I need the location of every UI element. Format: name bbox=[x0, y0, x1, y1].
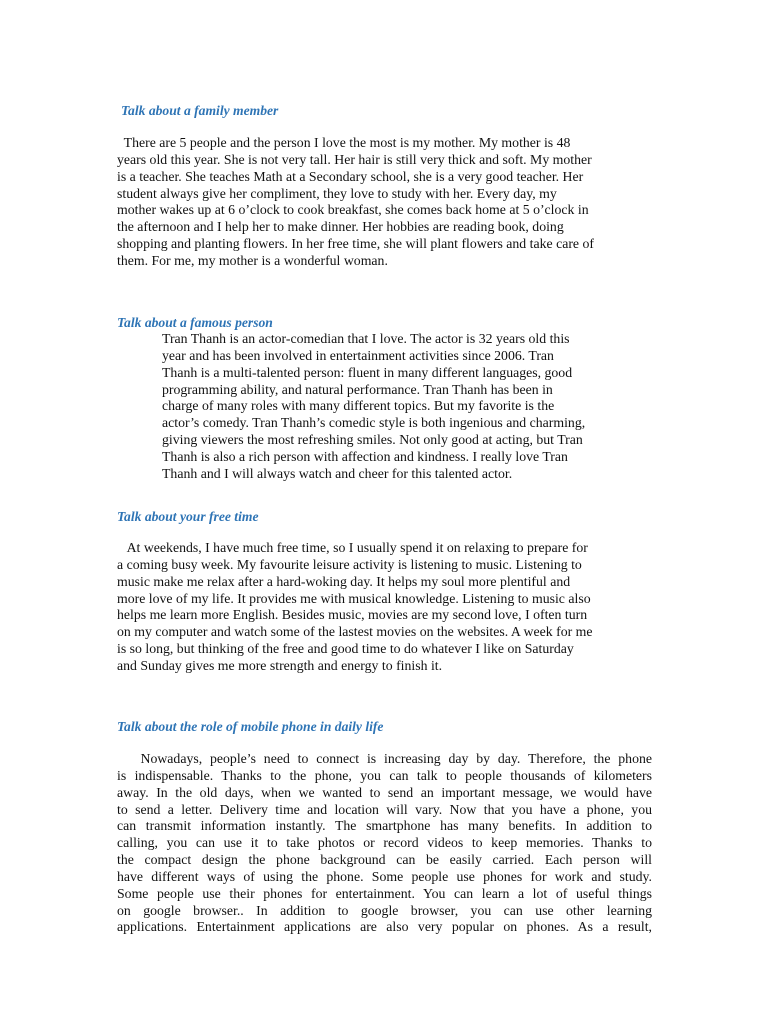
paragraph-line: is so long, but thinking of the free and good time to do whatever I like on Saturday bbox=[117, 641, 574, 657]
paragraph-line: have different ways of using the phone. Some people use phones for work and study. bbox=[117, 868, 652, 884]
paragraph-line: year and has been involved in entertainment activities since 2006. Tran bbox=[162, 347, 554, 363]
paragraph-line: student always give her compliment, they love to study with her. Every day, my bbox=[117, 185, 557, 201]
paragraph-line: on google browser.. In addition to google browser, you can use other learning bbox=[117, 902, 652, 918]
paragraph-line: Tran Thanh is an actor-comedian that I love. The actor is 32 years old this bbox=[162, 331, 570, 346]
paragraph-line: is indispensable. Thanks to the phone, you can talk to people thousands of kilometers bbox=[117, 767, 652, 783]
paragraph-line: years old this year. She is not very tall. Her hair is still very thick and soft. My mother bbox=[117, 151, 592, 167]
paragraph-line: the compact design the phone background can be easily carried. Each person will bbox=[117, 852, 652, 868]
section-heading-family-member: Talk about a family member bbox=[121, 103, 279, 118]
paragraph-line: Thanh is a multi-talented person: fluent in many different languages, good bbox=[162, 364, 573, 380]
paragraph-line: calling, you can use it to take photos or record videos to keep memories. Thanks to bbox=[117, 835, 652, 851]
section-paragraph-famous-person bbox=[162, 331, 652, 483]
section-paragraph-free-time bbox=[117, 540, 652, 675]
paragraph-line: applications. Entertainment applications are also very popular on phones. As a result, bbox=[117, 919, 652, 935]
paragraph-line: Nowadays, people’s need to connect is increasing day by day. Therefore, the phone bbox=[117, 751, 652, 766]
paragraph-line: the afternoon and I help her to make dinner. Her hobbies are reading book, doing bbox=[117, 219, 564, 235]
section-heading-famous-person: Talk about a famous person bbox=[117, 315, 273, 330]
paragraph-line: a coming busy week. My favourite leisure activity is listening to music. Listening to bbox=[117, 556, 582, 572]
paragraph-line: can transmit information instantly. The smartphone has many benefits. In addition to bbox=[117, 818, 652, 834]
paragraph-line: charge of many roles with many different topics. But my favorite is the bbox=[162, 398, 555, 414]
paragraph-line: shopping and planting flowers. In her free time, she will plant flowers and take care of bbox=[117, 236, 594, 252]
paragraph-line: Thanh and I will always watch and cheer for this talented actor. bbox=[162, 465, 513, 481]
paragraph-line: on my computer and watch some of the lastest movies on the websites. A week for me bbox=[117, 624, 593, 640]
paragraph-line: programming ability, and natural performance. Tran Thanh has been in bbox=[162, 381, 553, 397]
paragraph-line: giving viewers the most refreshing smiles. Not only good at acting, but Tran bbox=[162, 432, 583, 448]
paragraph-line: At weekends, I have much free time, so I usually spend it on relaxing to prepare for bbox=[117, 540, 588, 555]
paragraph-line: music make me relax after a hard-woking day. It helps my soul more plentiful and bbox=[117, 573, 571, 589]
section-heading-free-time: Talk about your free time bbox=[117, 509, 259, 524]
section-paragraph-family-member bbox=[117, 135, 652, 270]
paragraph-line: is a teacher. She teaches Math at a Secondary school, she is a very good teacher. Her bbox=[117, 168, 584, 184]
section-heading-mobile-phone: Talk about the role of mobile phone in daily life bbox=[117, 719, 384, 734]
paragraph-line: more love of my life. It provides me with musical knowledge. Listening to music also bbox=[117, 590, 591, 606]
paragraph-line: them. For me, my mother is a wonderful woman. bbox=[117, 252, 388, 268]
paragraph-line: Some people use their phones for entertainment. You can learn a lot of useful things bbox=[117, 885, 652, 901]
section-paragraph-mobile-phone bbox=[117, 751, 652, 936]
paragraph-line: There are 5 people and the person I love the most is my mother. My mother is 48 bbox=[117, 135, 571, 150]
paragraph-line: Thanh is also a rich person with affection and kindness. I really love Tran bbox=[162, 448, 568, 464]
paragraph-line: mother wakes up at 6 o’clock to cook breakfast, she comes back home at 5 o’clock in bbox=[117, 202, 589, 218]
paragraph-line: actor’s comedy. Tran Thanh’s comedic style is both ingenious and charming, bbox=[162, 415, 586, 431]
paragraph-line: helps me learn more English. Besides music, movies are my second love, I often turn bbox=[117, 607, 588, 623]
paragraph-line: and Sunday gives me more strength and energy to finish it. bbox=[117, 657, 443, 673]
paragraph-line: to send a letter. Delivery time and location will vary. Now that you have a phone, you bbox=[117, 801, 652, 817]
paragraph-line: away. In the old days, when we wanted to send an important message, we would have bbox=[117, 784, 652, 800]
